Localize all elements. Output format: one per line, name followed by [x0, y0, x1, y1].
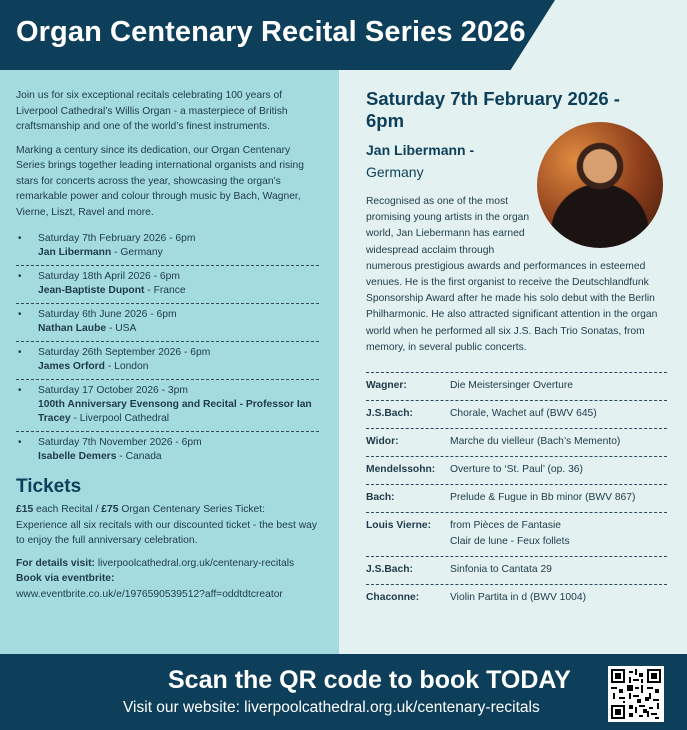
bio-top: Recognised as one of the most promising young artists in the organ world, Jan Liebermann has earned widespread acclaim through [366, 196, 530, 256]
event-place: - Germany [111, 247, 163, 258]
event-artist: Isabelle Demers [38, 451, 117, 462]
feature-date: Saturday 7th February 2026 - 6pm [366, 88, 620, 131]
event-date: Saturday 18th April 2026 - 6pm [38, 271, 180, 282]
program-row [366, 485, 667, 513]
artist-photo [537, 122, 663, 248]
program-row [366, 401, 667, 429]
bullet-icon: • [18, 233, 22, 244]
event-item [16, 342, 319, 380]
program-row [366, 557, 667, 585]
footer-website[interactable]: Visit our website: liverpoolcathedral.org.uk/centenary-recitals [123, 699, 540, 716]
feature-country: Germany [366, 164, 424, 180]
work: Marche du vielleur (Bach’s Memento) [450, 436, 621, 448]
composer: Widor: [366, 436, 399, 448]
price-recital: £15 [16, 504, 34, 515]
event-artist: Jean-Baptiste Dupont [38, 285, 145, 296]
page-title: Organ Centenary Recital Series 2026 [16, 16, 526, 48]
event-artist: 100th Anniversary Evensong and Recital - Professor Ian Tracey [38, 399, 312, 424]
intro-paragraph-1: Join us for six exceptional recitals celebrating 100 years of Liverpool Cathedral’s Willis Organ - a masterpiece of British craftsmanship and one of the world’s finest instruments. [16, 90, 288, 132]
bio-rest: numerous prestigious awards and performances in esteemed venues. He is the first organist to receive the Deutschlandfunk Sponsorship Award after he made his solo debut with the Berlin Philharmonic. He also attracted significant attention in the organ world when he performed all six J.S. Bach Trio Sonatas, from memory, in several public concerts. [366, 260, 658, 353]
event-date: Saturday 6th June 2026 - 6pm [38, 309, 177, 320]
intro-paragraph-2: Marking a century since its dedication, our Organ Centenary Series brings together leading international organists and rising stars for concerts across the year, showcasing the organ’s remarkable power and colour through music by Bach, Wagner, Vierne, Liszt, Ravel and more. [16, 144, 304, 218]
event-item [16, 228, 319, 266]
composer: Chaconne: [366, 592, 420, 604]
qr-code-icon[interactable] [608, 666, 664, 722]
event-place: - USA [106, 323, 137, 334]
details-label: For details visit: [16, 557, 95, 569]
event-artist: Nathan Laube [38, 323, 107, 334]
details-link[interactable]: liverpoolcathedral.org.uk/centenary-recitals [94, 557, 295, 569]
price-recital-text: each Recital / [33, 504, 102, 515]
composer: J.S.Bach: [366, 564, 413, 576]
program-row [366, 513, 667, 557]
event-place: - London [104, 361, 149, 372]
event-list [16, 228, 319, 469]
footer-cta: Scan the QR code to book TODAY [168, 666, 571, 694]
work: Chorale, Wachet auf (BWV 645) [450, 408, 597, 420]
program-row [366, 373, 667, 401]
event-date: Saturday 26th September 2026 - 6pm [38, 347, 211, 358]
work: Clair de lune - Feux follets [450, 536, 570, 548]
bullet-icon: • [18, 347, 22, 358]
details-block [16, 556, 319, 603]
bullet-icon: • [18, 437, 22, 448]
event-item [16, 380, 319, 432]
event-place: - Canada [116, 451, 162, 462]
work: Violin Partita in d (BWV 1004) [450, 592, 587, 604]
tickets-text [16, 502, 319, 549]
composer: Bach: [366, 492, 395, 504]
eventbrite-link[interactable]: www.eventbrite.co.uk/e/1976590539512?aff=oddtdtcreator [16, 588, 283, 600]
work: Overture to ‘St. Paul’ (op. 36) [450, 464, 583, 476]
event-date: Saturday 7th November 2026 - 6pm [38, 437, 202, 448]
composer: J.S.Bach: [366, 408, 413, 420]
composer: Louis Vierne: [366, 520, 432, 532]
price-series-text: Organ Centenary Series Ticket: Experience all six recitals with our discounted ticket - the best way to enjoy the full anniversary celebration. [16, 504, 318, 546]
feature-artist: Jan Libermann - [366, 142, 475, 158]
left-panel [0, 70, 339, 654]
program-list [366, 372, 667, 612]
event-place: - Liverpool Cathedral [70, 413, 170, 424]
bullet-icon: • [18, 385, 22, 396]
work: from Pièces de Fantasie [450, 520, 562, 532]
program-row [366, 585, 667, 612]
price-series: £75 [101, 504, 119, 515]
event-artist: James Orford [38, 361, 105, 372]
event-item [16, 432, 319, 469]
event-artist: Jan Libermann [38, 247, 112, 258]
tickets-title: Tickets [16, 476, 82, 497]
work: Die Meistersinger Overture [450, 380, 574, 392]
footer [0, 654, 687, 730]
program-row [366, 429, 667, 457]
bullet-icon: • [18, 309, 22, 320]
work: Prelude & Fugue in Bb minor (BWV 867) [450, 492, 636, 504]
composer: Mendelssohn: [366, 464, 436, 476]
header [0, 0, 687, 70]
bullet-icon: • [18, 271, 22, 282]
work: Sinfonia to Cantata 29 [450, 564, 552, 576]
event-item [16, 304, 319, 342]
event-place: - France [144, 285, 186, 296]
program-row [366, 457, 667, 485]
event-date: Saturday 17 October 2026 - 3pm [38, 385, 188, 396]
right-panel [339, 70, 687, 654]
composer: Wagner: [366, 380, 407, 392]
event-item [16, 266, 319, 304]
book-label: Book via eventbrite: [16, 573, 115, 584]
event-date: Saturday 7th February 2026 - 6pm [38, 233, 196, 244]
